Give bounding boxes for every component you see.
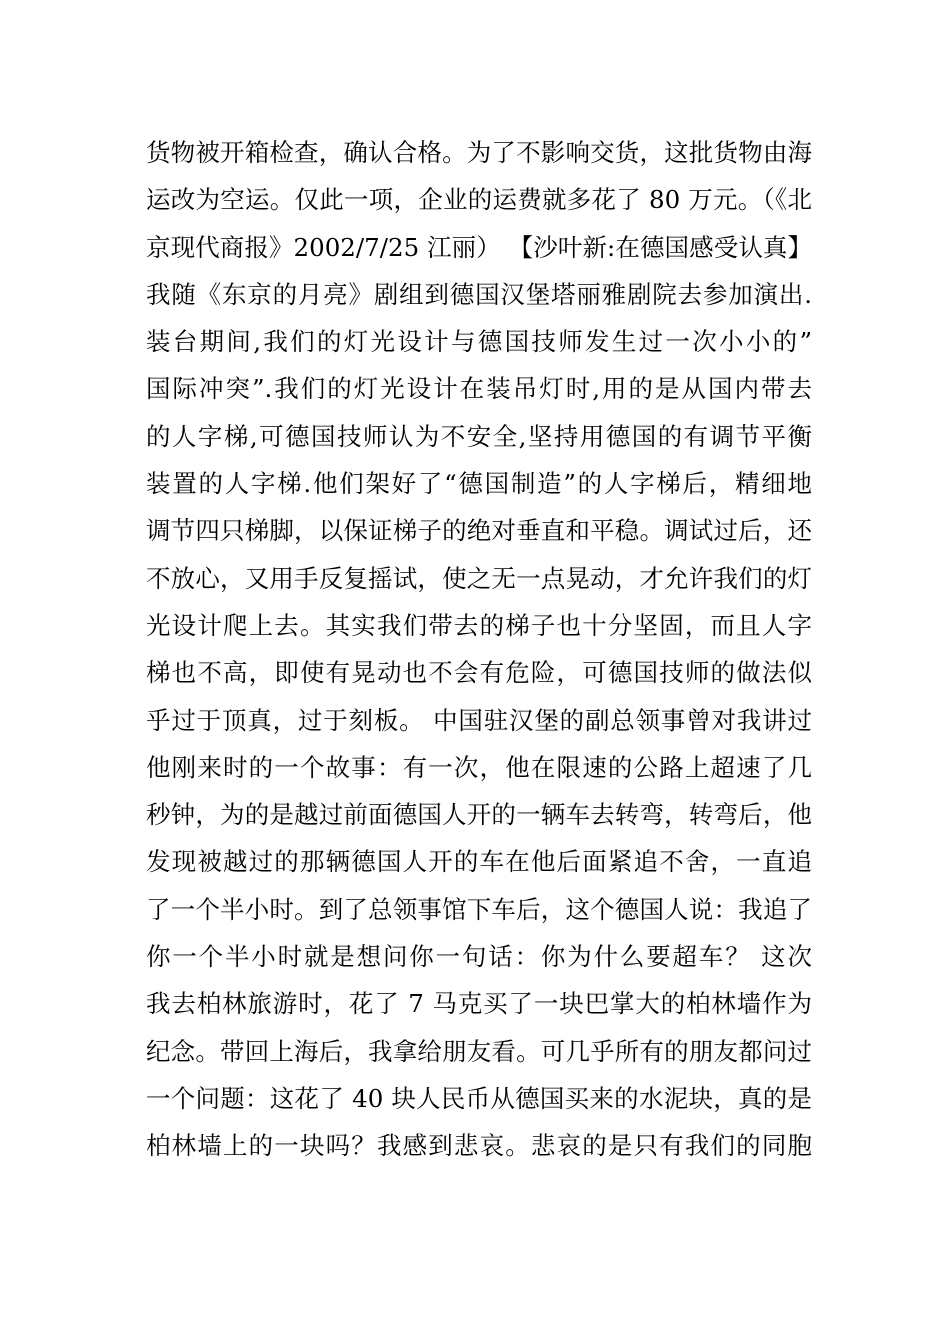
text-line: 运改为空运。仅此一项，企业的运费就多花了 80 万元。（《北 (146, 185, 812, 215)
text-line: 我随《东京的月亮》剧组到德国汉堡塔丽雅剧院去参加演出. (146, 279, 812, 309)
text-line: 不放心，又用手反复摇试，使之无一点晃动，才允许我们的灯 (146, 563, 812, 593)
text-line: 货物被开箱检查，确认合格。为了不影响交货，这批货物由海 (146, 138, 812, 167)
text-line: 光设计爬上去。其实我们带去的梯子也十分坚固，而且人字 (146, 610, 812, 640)
text-line: 秒钟，为的是越过前面德国人开的一辆车去转弯，转弯后，他 (146, 800, 812, 830)
text-line: 他刚来时的一个故事：有一次，他在限速的公路上超速了几 (146, 752, 812, 782)
text-line: 调节四只梯脚，以保证梯子的绝对垂直和平稳。调试过后，还 (146, 516, 812, 546)
text-line: 国际冲突”.我们的灯光设计在装吊灯时,用的是从国内带去 (146, 374, 812, 404)
text-line: 梯也不高，即使有晃动也不会有危险，可德国技师的做法似 (146, 658, 812, 688)
text-line: 京现代商报》2002/7/25 江丽） 【沙叶新:在德国感受认真】 (146, 232, 812, 262)
text-line: 乎过于顶真，过于刻板。 中国驻汉堡的副总领事曾对我讲过 (146, 705, 812, 735)
text-line: 装置的人字梯.他们架好了“德国制造”的人字梯后，精细地 (146, 469, 812, 499)
text-line: 纪念。带回上海后，我拿给朋友看。可几乎所有的朋友都问过 (146, 1036, 812, 1066)
text-line: 柏林墙上的一块吗？我感到悲哀。悲哀的是只有我们的同胞 (146, 1131, 812, 1161)
text-line: 一个问题：这花了 40 块人民币从德国买来的水泥块，真的是 (146, 1083, 812, 1113)
text-line: 你一个半小时就是想问你一句话：你为什么要超车？ 这次 (146, 942, 812, 972)
body-text (146, 129, 812, 1170)
text-line: 了一个半小时。到了总领事馆下车后，这个德国人说：我追了 (146, 894, 812, 924)
text-line: 发现被越过的那辆德国人开的车在他后面紧追不舍，一直追 (146, 847, 812, 877)
text-line: 的人字梯,可德国技师认为不安全,坚持用德国的有调节平衡 (146, 421, 812, 451)
text-line: 我去柏林旅游时，花了 7 马克买了一块巴掌大的柏林墙作为 (146, 989, 812, 1019)
text-line: 装台期间,我们的灯光设计与德国技师发生过一次小小的” (146, 327, 812, 357)
